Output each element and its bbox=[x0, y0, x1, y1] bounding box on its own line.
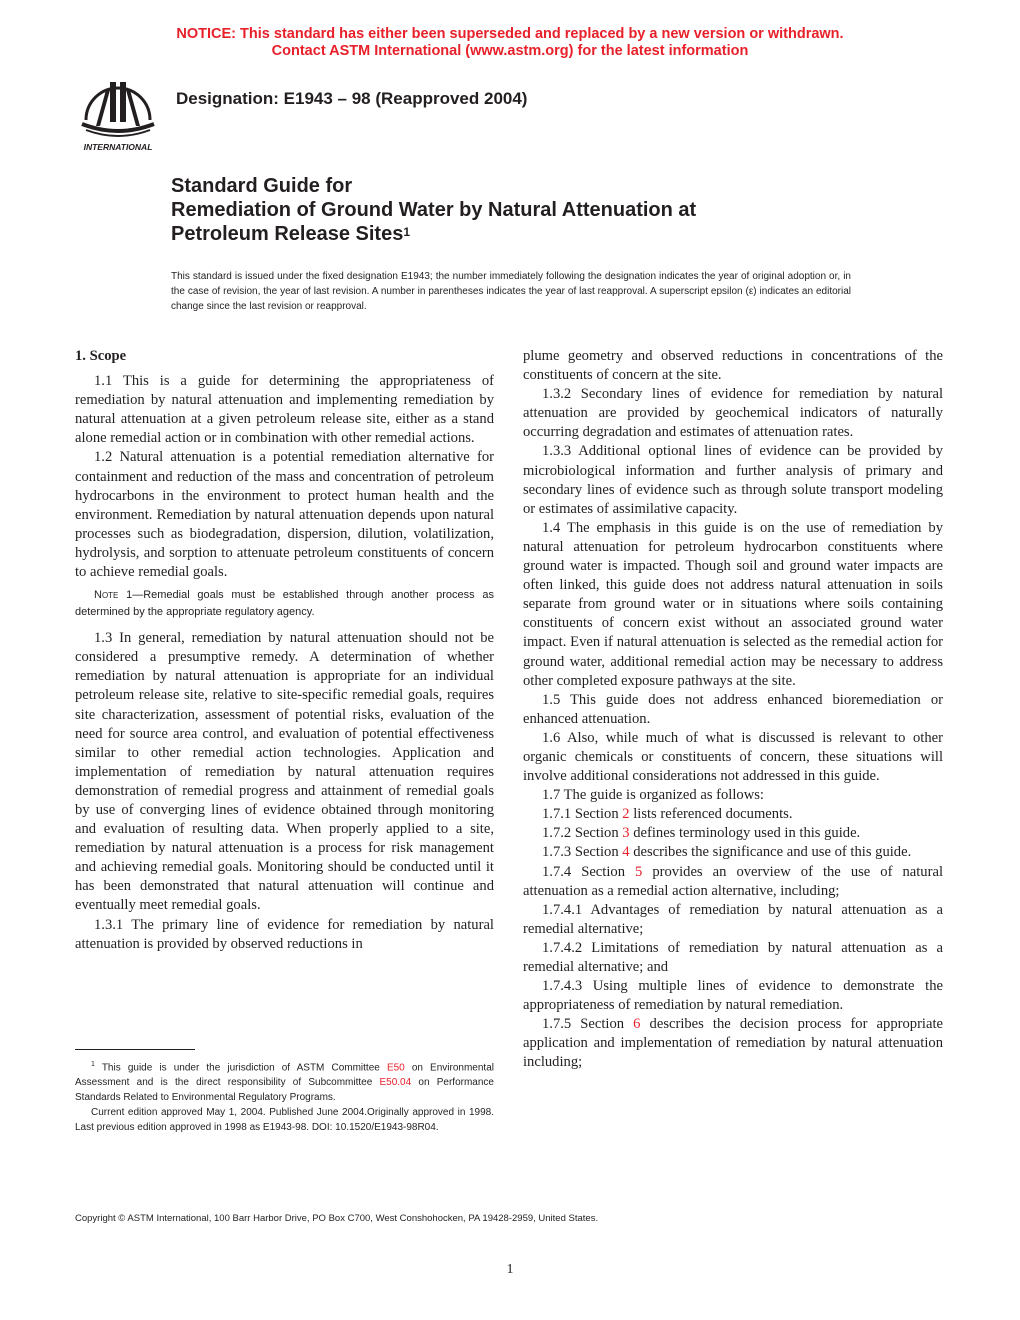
paragraph-1-3-1-cont: plume geometry and observed reductions in concentrations of the constituents of concern at the site. bbox=[523, 348, 943, 384]
designation: Designation: E1943 – 98 (Reapproved 2004) bbox=[176, 89, 528, 108]
astm-logo bbox=[76, 78, 160, 152]
paragraph-1-7-4-2: 1.7.4.2 Limitations of remediation by natural attenuation as a remedial alternative; and bbox=[523, 939, 943, 975]
paragraph-1-7-3 bbox=[523, 843, 943, 862]
text: defines terminology used in this guide. bbox=[629, 825, 861, 842]
paragraph-1-7: 1.7 The guide is organized as follows: bbox=[542, 787, 764, 804]
text: 1.7.3 Section bbox=[542, 844, 623, 861]
section-6-link[interactable]: 6 bbox=[633, 1016, 641, 1033]
section-4-link[interactable]: 4 bbox=[622, 844, 630, 861]
text: 1.7.4 Section bbox=[542, 863, 636, 880]
notice-line-2: Contact ASTM International (www.astm.org) for the latest information bbox=[271, 43, 749, 59]
text: 1.7.2 Section bbox=[542, 825, 623, 842]
footnotes bbox=[75, 1057, 494, 1135]
section-heading-scope: 1. Scope bbox=[75, 348, 127, 364]
paragraph-1-2: 1.2 Natural attenuation is a potential remediation alternative for containment and reduction of the mass and concentration of petroleum hydrocarbons in the environment to protect human health and the environment. Remediation by natural attenuation depends upon natural processes such as biodegradation, dispersion, dilution, volatilization, hydrolysis, and sorption to attenuate petroleum constituents of concern to achieve remedial goals. bbox=[75, 449, 494, 581]
section-5-link[interactable]: 5 bbox=[635, 863, 643, 880]
text: describes the significance and use of this guide. bbox=[629, 844, 912, 861]
footnote-divider bbox=[75, 1049, 195, 1050]
paragraph-1-3-1: 1.3.1 The primary line of evidence for remediation by natural attenuation is provided by observed reductions in bbox=[75, 916, 494, 952]
footnote-1 bbox=[75, 1057, 494, 1105]
note-text: —Remedial goals must be established through another process as determined by the appropriate regulatory agency. bbox=[75, 589, 494, 619]
note-label: Note 1 bbox=[94, 589, 133, 602]
document-title bbox=[171, 174, 951, 246]
paragraph-1-7-2 bbox=[523, 824, 943, 843]
logo-caption: INTERNATIONAL bbox=[83, 142, 153, 152]
paragraph-1-7-5 bbox=[523, 1015, 943, 1072]
notice-line-1: NOTICE: This standard has either been superseded and replaced by a new version or withdrawn. bbox=[176, 26, 844, 42]
text: lists referenced documents. bbox=[629, 806, 793, 823]
paragraph-1-7-4 bbox=[523, 863, 943, 901]
footnote-edition: Current edition approved May 1, 2004. Published June 2004.Originally approved in 1998. Last previous edition approved in 1998 as E1943-98. DOI: 10.1520/E1943-98R04. bbox=[75, 1107, 494, 1134]
copyright: Copyright © ASTM International, 100 Barr Harbor Drive, PO Box C700, West Conshohocken, PA 19428-2959, United States. bbox=[75, 1213, 599, 1224]
committee-e50-link[interactable]: E50 bbox=[386, 1062, 405, 1074]
issued-note: This standard is issued under the fixed designation E1943; the number immediately following the designation indicates the year of original adoption or, in the case of revision, the year of last revision. A number in parentheses indicates the year of last reapproval. A superscript epsilon (ε) indicates an editorial change since the last revision or reapproval. bbox=[171, 271, 851, 312]
paragraph-1-7-4-3: 1.7.4.3 Using multiple lines of evidence to demonstrate the appropriateness of remediation by natural remediation. bbox=[523, 978, 943, 1014]
right-column bbox=[523, 347, 943, 1073]
footnote-mark: 1 bbox=[91, 1061, 95, 1068]
text: on Performance Standards Related to Environmental Regulatory Programs. bbox=[75, 1077, 494, 1104]
title-footnote-mark: 1 bbox=[403, 225, 411, 239]
note-1 bbox=[75, 587, 494, 621]
paragraph-1-3-2: 1.3.2 Secondary lines of evidence for remediation by natural attenuation are provided by geochemical indicators of naturally occurring degradation and estimates of attenuation rates. bbox=[523, 386, 943, 441]
section-2-link[interactable]: 2 bbox=[622, 806, 630, 823]
paragraph-1-7-1 bbox=[523, 805, 943, 824]
paragraph-1-7-4-1: 1.7.4.1 Advantages of remediation by natural attenuation as a remedial alternative; bbox=[523, 901, 943, 937]
left-column bbox=[75, 347, 494, 954]
text: on Environmental Assessment and is the direct responsibility of Subcommittee bbox=[75, 1062, 494, 1089]
text: 1.7.5 Section bbox=[542, 1016, 634, 1033]
withdrawal-notice bbox=[0, 26, 1020, 60]
title-line-3: Petroleum Release Sites bbox=[171, 223, 404, 245]
paragraph-1-5: 1.5 This guide does not address enhanced bioremediation or enhanced attenuation. bbox=[523, 691, 943, 727]
paragraph-1-4: 1.4 The emphasis in this guide is on the use of remediation by natural attenuation for petroleum hydrocarbon constituents where ground water is impacted. Though soil and ground water impacts are often linked, this guide does not address natural attenuation in soils separate from ground water or in situations where soils containing constituents of concern exist without an associated ground water impact. Even if natural attenuation is selected as the remedial action for ground water, additional remedial action may be necessary to address other completed exposure pathways at the site. bbox=[523, 519, 943, 689]
paragraph-1-6: 1.6 Also, while much of what is discussed is relevant to other organic chemicals or constituents of concern, these situations will involve additional considerations not addressed in this guide. bbox=[523, 729, 943, 785]
paragraph-1-3-3: 1.3.3 Additional optional lines of evidence can be provided by microbiological information and further analysis of primary and secondary lines of evidence such as through solute transport modeling or estimates of assimilative capacity. bbox=[523, 443, 943, 517]
title-line-1: Standard Guide for bbox=[171, 175, 353, 197]
paragraph-1-1: 1.1 This is a guide for determining the appropriateness of remediation by natural attenuation and implementing remediation by natural attenuation at a given petroleum release site, either as a stand alone remedial action or in combination with other remedial actions. bbox=[75, 373, 494, 447]
title-line-2: Remediation of Ground Water by Natural Attenuation at bbox=[171, 199, 697, 221]
page-number: 1 bbox=[506, 1262, 514, 1277]
text: 1.7.1 Section bbox=[542, 806, 623, 823]
text: describes the decision process for appropriate application and implementation of remediation by natural attenuation including; bbox=[523, 1016, 943, 1071]
text: This guide is under the jurisdiction of ASTM Committee bbox=[94, 1062, 387, 1074]
paragraph-1-3: 1.3 In general, remediation by natural attenuation should not be considered a presumptive remedy. A determination of whether remediation by natural attenuation is appropriate for an individual petroleum release site, relative to site-specific remedial goals, requires site characterization, assessment of potential risks, evaluation of the need for source area control, and evaluation of potential effectiveness similar to other remedial action technologies. Application and implementation of remediation by natural attenuation requires demonstration of remedial progress and attainment of remedial goals by use of converging lines of evidence obtained through monitoring and evaluation of resulting data. When properly applied to a site, remediation by natural attenuation is a process for risk management and achieving remedial goals. Monitoring should be conducted until it has been demonstrated that natural attenuation will continue and eventually meet remedial goals. bbox=[75, 630, 494, 914]
subcommittee-e50-04-link[interactable]: E50.04 bbox=[379, 1077, 412, 1089]
text: provides an overview of the use of natural attenuation as a remedial action alternative, including; bbox=[523, 863, 943, 899]
section-3-link[interactable]: 3 bbox=[622, 825, 630, 842]
